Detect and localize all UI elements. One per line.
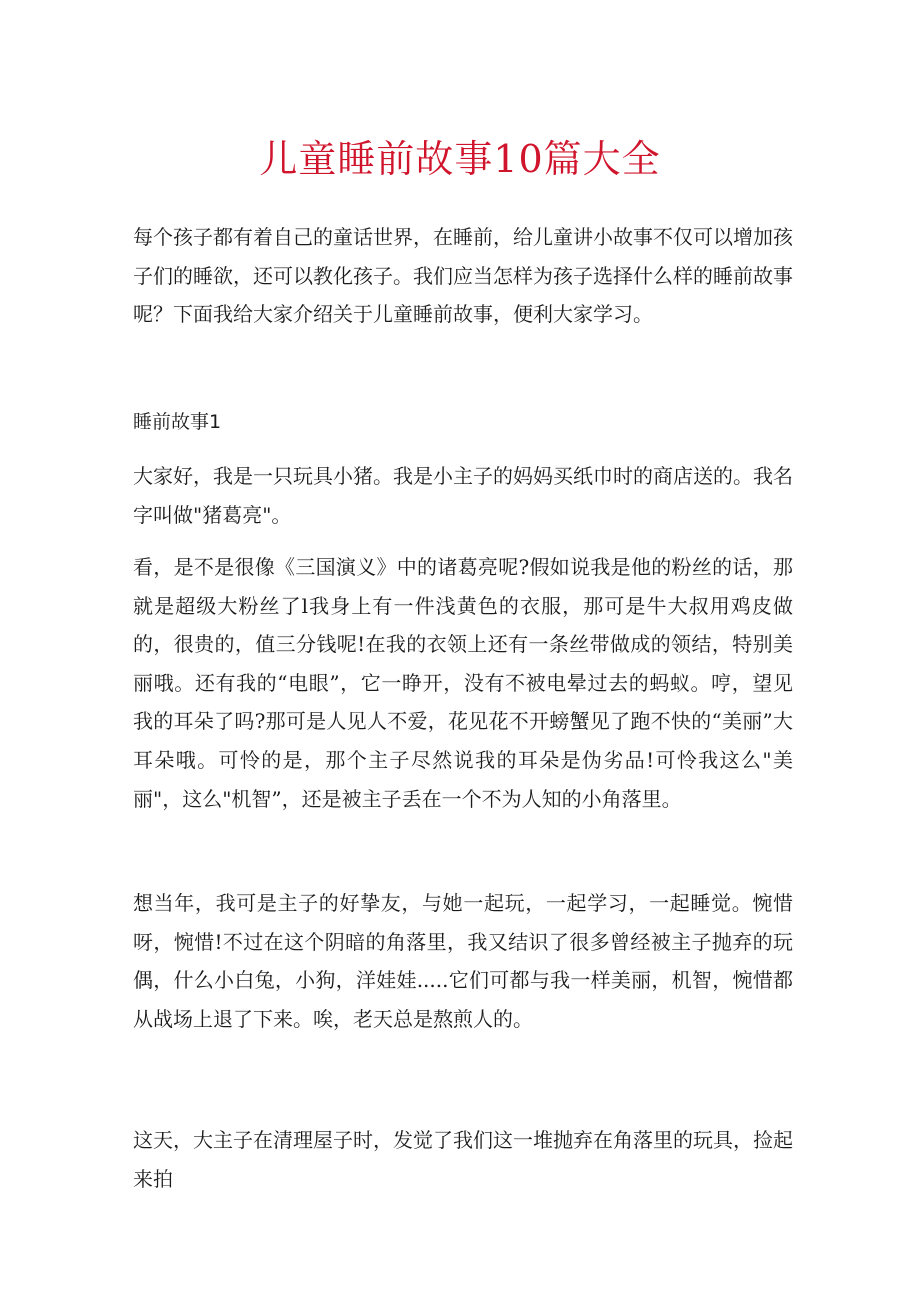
story-paragraph-2: 看，是不是很像《三国演义》中的诸葛亮呢?假如说我是他的粉丝的话，那就是超级大粉丝了l我身上有一件浅黄色的衣服，那可是牛大叔用鸡皮做的，很贵的，值三分钱呢!在我的衣领上还有一条丝带做成的领结，特别美丽哦。还有我的“电眼”，它一睁开，没有不被电晕过去的蚂蚁。哼，望见我的耳朵了吗?那可是人见人不爱，花见花不开螃蟹见了跑不快的“美丽”大耳朵哦。可怜的是，那个主子尽然说我的耳朵是伪劣品!可怜我这么"美丽"，这么"机智”，还是被主子丢在一个不为人知的小角落里。 <box>133 555 793 811</box>
story-paragraph-1: 大家好，我是一只玩具小猪。我是小主子的妈妈买纸巾时的商店送的。我名字叫做"猪葛亮"。 <box>133 464 793 527</box>
story-paragraph-3: 想当年，我可是主子的好挚友，与她一起玩，一起学习，一起睡觉。惋惜呀，惋惜!不过在这个阴暗的角落里，我又结识了很多曾经被主子抛弃的玩偶，什么小白兔，小狗，洋娃娃.....它们可都与我一样美丽，机智，惋惜都从战场上退了下来。唉，老天总是熬煎人的。 <box>133 891 793 1031</box>
story-paragraph-4: 这天，大主子在清理屋子时，发觉了我们这一堆抛弃在角落里的玩具，捡起来拍 <box>133 1128 793 1191</box>
intro-paragraph: 每个孩子都有着自己的童话世界，在睡前，给儿童讲小故事不仅可以增加孩子们的睡欲，还可以教化孩子。我们应当怎样为孩子选择什么样的睡前故事呢？下面我给大家介绍关于儿童睡前故事，便利大家学习。 <box>133 225 793 327</box>
page-title: 儿童睡前故事10篇大全 <box>259 137 661 181</box>
section-heading: 睡前故事1 <box>133 411 222 433</box>
